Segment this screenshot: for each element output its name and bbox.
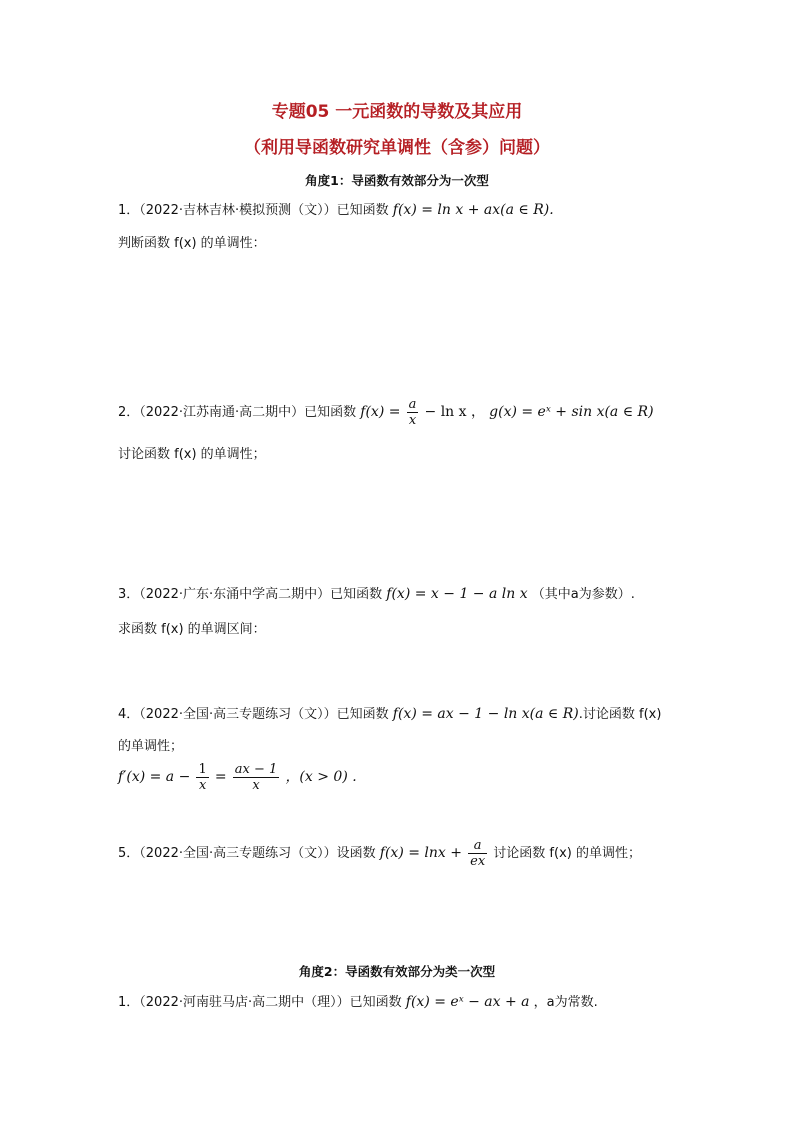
- math-formula: f(x) = ln x + ax(a ∈ R).: [392, 202, 554, 218]
- question-tail: .讨论函数 f(x): [578, 707, 662, 722]
- question-source: （2022·全国·高三专题练习（文））已知函数: [139, 707, 389, 722]
- question-source: （2022·吉林吉林·模拟预测（文））已知函数: [139, 203, 389, 218]
- question-number: 1．: [118, 203, 140, 218]
- math-formula: f(x) = ax − 1 − ln x(a ∈ R): [392, 706, 579, 722]
- fraction-denominator: x: [198, 778, 207, 793]
- question-source: （2022·全国·高三专题练习（文））设函数: [139, 846, 376, 861]
- equals-sign: =: [214, 769, 227, 785]
- question-number: 1．: [118, 995, 140, 1010]
- page-title: 专题05 一元函数的导数及其应用: [271, 102, 523, 122]
- question-number: 5．: [118, 846, 140, 861]
- question-1-2-task: 讨论函数 f(x) 的单调性；: [118, 447, 266, 462]
- question-source: （2022·广东·东涌中学高二期中）已知函数: [139, 587, 383, 602]
- math-formula: f(x) = x − 1 − a ln x: [386, 586, 528, 602]
- question-1-1-task: 判断函数 f(x) 的单调性：: [118, 236, 266, 251]
- section-2-heading: 角度2：导函数有效部分为类一次型: [298, 964, 496, 979]
- question-tail: （其中a为参数）.: [531, 587, 635, 602]
- fraction-denominator: ex: [470, 854, 486, 869]
- math-formula-rest: − ln x ，: [424, 404, 485, 420]
- question-1-4-task: 的单调性；: [118, 739, 184, 754]
- question-source: （2022·河南驻马店·高二期中（理））已知函数: [139, 995, 402, 1010]
- math-formula-g: g(x) = eˣ + sin x(a ∈ R): [489, 404, 654, 420]
- fraction-denominator: x: [252, 778, 260, 793]
- question-number: 2．: [118, 405, 140, 420]
- question-2-1: [118, 991, 598, 1010]
- fraction-numerator: a: [408, 397, 417, 412]
- fraction-numerator: 1: [198, 762, 207, 777]
- question-1-3-task: 求函数 f(x) 的单调区间：: [118, 622, 266, 637]
- math-fraction: [468, 838, 487, 869]
- fraction-numerator: a: [468, 838, 487, 854]
- derivative-tail: ，(x > 0) .: [285, 769, 357, 785]
- math-fraction: [196, 762, 208, 793]
- page-subtitle: （利用导函数研究单调性（含参）问题）: [244, 138, 550, 158]
- derivative-lhs: f′(x) = a −: [118, 769, 191, 785]
- question-number: 4．: [118, 707, 140, 722]
- math-fraction: [233, 762, 280, 793]
- fraction-numerator: ax − 1: [234, 762, 278, 777]
- math-formula-lhs: f(x) = lnx +: [379, 845, 462, 861]
- section-1-heading: 角度1：导函数有效部分为一次型: [305, 173, 489, 188]
- math-fraction: [407, 397, 419, 428]
- fraction-denominator: x: [408, 413, 417, 428]
- derivative-formula: [118, 762, 357, 793]
- question-1-2: [118, 397, 654, 428]
- math-formula-lhs: f(x) =: [360, 404, 401, 420]
- question-1-5: [118, 838, 641, 869]
- question-source: （2022·江苏南通·高二期中）已知函数: [139, 405, 357, 420]
- question-1-3: [118, 583, 635, 602]
- question-number: 3．: [118, 587, 140, 602]
- question-1-1: [118, 199, 554, 218]
- math-formula: f(x) = eˣ − ax + a: [405, 994, 530, 1010]
- question-tail: ，a为常数.: [533, 995, 598, 1010]
- question-1-4: [118, 703, 661, 722]
- question-tail: 讨论函数 f(x) 的单调性；: [493, 846, 641, 861]
